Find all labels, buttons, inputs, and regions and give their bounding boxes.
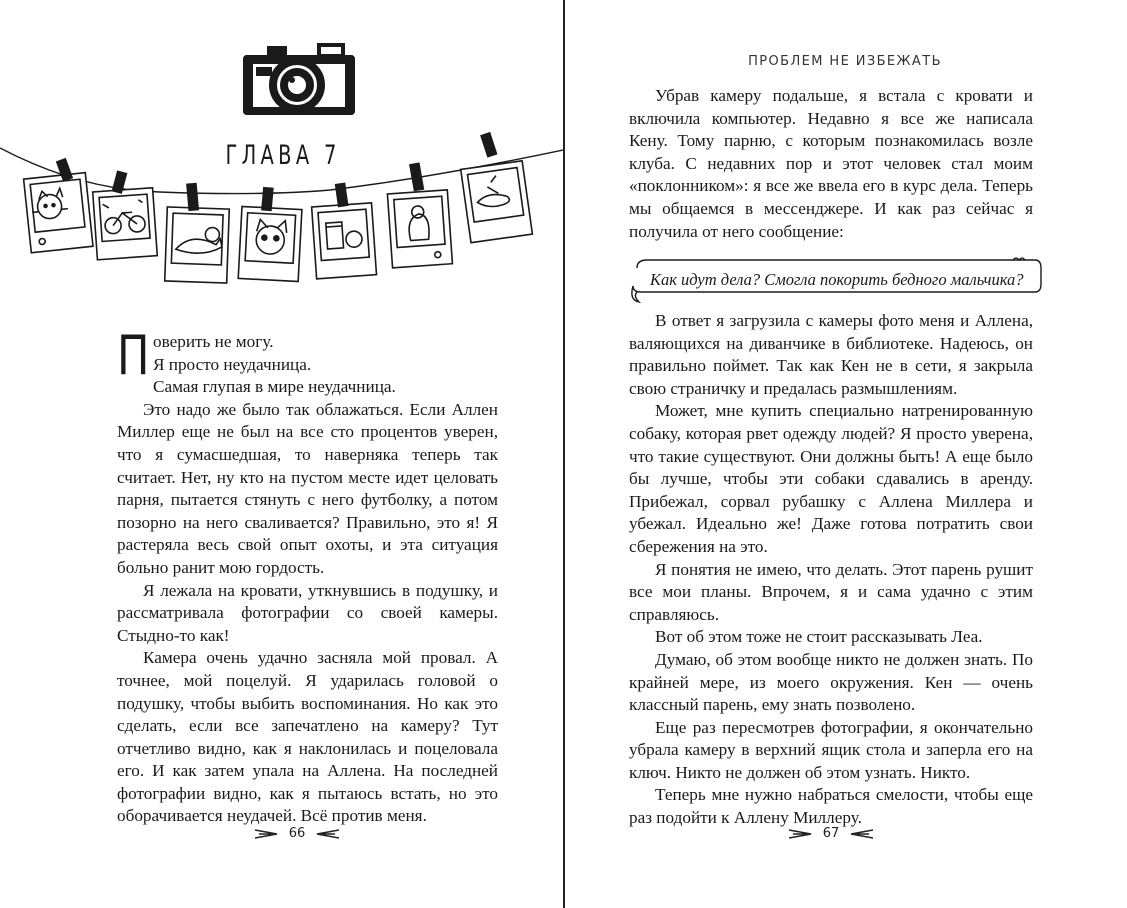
cat-face-photo: [238, 206, 302, 281]
paragraph: Я лежала на кровати, уткнувшись в подушку, и рассматривала фотографии со своей камеры. Стыдно-то как!: [117, 580, 498, 645]
right-body-text-bottom: [629, 310, 1033, 830]
paragraph: Может, мне купить специально натренированную собаку, которая рвет одежду людей? Я просто уверена, что такие существуют. Они должны быть! А еще было бы лучше, чтобы эти собаки сдавались в аренду. Прибежал, сорвал рубашку с Аллена Миллера и убежал. Идеально же! Даже готова потратить свои сбережения на это.: [629, 401, 1033, 556]
chapter-title: ГЛАВА 7: [225, 140, 341, 171]
page-number-right: 67: [771, 826, 891, 841]
paragraph: Самая глупая в мире неудачница.: [153, 377, 396, 397]
page-number-left: 66: [237, 826, 357, 841]
ornament-right-icon: [315, 828, 341, 840]
bicycle-photo: [93, 188, 158, 260]
lying-cat-photo: [165, 207, 230, 283]
peg: [262, 188, 273, 211]
bird-photo: [461, 161, 533, 243]
ornament-left-icon: [787, 828, 813, 840]
left-body-text: [117, 324, 498, 828]
right-page: [565, 0, 1127, 908]
camera-icon: [244, 44, 354, 114]
cat-photo: [24, 173, 93, 253]
peg: [187, 184, 198, 211]
paragraph: В ответ я загрузила с камеры фото меня и Аллена, валяющихся на диванчике в библиотеке. Надеюсь, он правильно поймет. Так как Кен не в сети, я закрыла свою страничку и предалась размышлениям.: [629, 311, 1033, 398]
paragraph: Я просто неудачница.: [153, 354, 312, 374]
left-page: [0, 0, 563, 908]
ornament-right-icon: [849, 828, 875, 840]
paragraph: Вот об этом тоже не стоит рассказывать Леа.: [655, 627, 983, 647]
paragraph: Я понятия не имею, что делать. Этот парень рушит все мои планы. Впрочем, я и сама удачно с этим справляюсь.: [629, 559, 1033, 624]
drop-cap: П: [117, 324, 150, 387]
paragraph: Убрав камеру подальше, я встала с кровати и включила компьютер. Недавно я все же написала Кену. Тому парню, с которым познакомилась возле клуба. С недавних пор и этот человек стал моим «поклонником»: я все же ввела его в курс дела. Теперь мы общаемся в мессенджере. И как раз сейчас я получила от него сообщение:: [629, 86, 1033, 241]
sitting-cat-photo: [387, 190, 452, 268]
running-head: ПРОБЛЕМ НЕ ИЗБЕЖАТЬ: [748, 54, 942, 69]
coffee-cup-photo: [312, 203, 377, 279]
paragraph: Камера очень удачно засняла мой провал. А точнее, мой поцелуй. Я ударилась головой о подушку, чтобы выбить воспоминания. Но как это сделать, если все запечатлено на камеру? Тут отчетливо видно, как я наклонилась и поцеловала его. И как затем упала на Аллена. На последней фотографии видно, как я пытаюсь встать, но это оборачивается неудачей. Всё против меня.: [117, 648, 498, 826]
paragraph: Теперь мне нужно набраться смелости, чтобы еще раз подойти к Аллену Миллеру.: [629, 785, 1033, 828]
paragraph: Еще раз пересмотрев фотографии, я окончательно убрала камеру в верхний ящик стола и заперла его на ключ. Никто не должен об этом узнать. Никто.: [629, 717, 1033, 782]
ornament-left-icon: [253, 828, 279, 840]
paragraph-opening: Поверить не могу.: [117, 324, 274, 387]
peg: [336, 183, 348, 206]
right-body-text-top: [629, 85, 1033, 243]
message-text: Как идут дела? Смогла покорить бедного мальчика?: [650, 270, 1024, 289]
paragraph: Думаю, об этом вообще никто не должен знать. По крайней мере, из моего окружения. Кен — очень классный парень, ему знать позволено.: [629, 649, 1033, 715]
paragraph: Это надо же было так облажаться. Если Аллен Миллер еще не был на все сто процентов уверен, что я сумасшедшая, то наверняка теперь так считает. Нет, ну кто на пустом месте идет целовать парня, пытается стянуть с него футболку, а потом позорно на него сваливается? Правильно, это я! Я растеряла весь свой опыт охоты, и эта ситуация больно ранит мою гордость.: [117, 399, 498, 577]
